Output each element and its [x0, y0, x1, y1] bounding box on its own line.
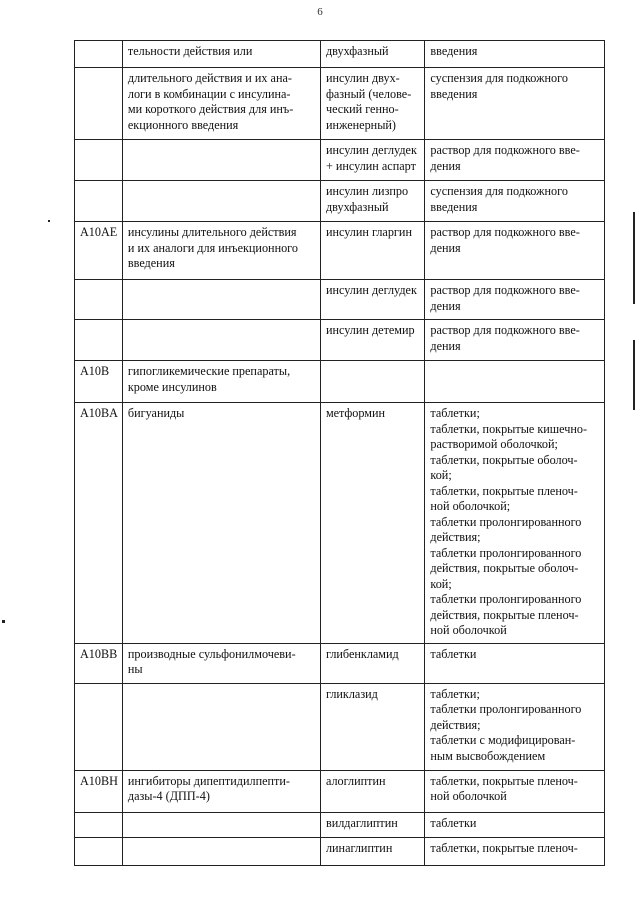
drug-name-cell: вилдаглиптин: [320, 812, 424, 837]
table-row: [75, 643, 605, 683]
atc-code-cell: [75, 683, 123, 770]
dosage-form-cell: раствор для подкожного вве- дения: [425, 280, 605, 320]
drug-name-cell: глибенкламид: [320, 643, 424, 683]
dosage-form-cell: таблетки, покрытые пленоч- ной оболочкой: [425, 770, 605, 812]
atc-code-cell: [75, 320, 123, 361]
scan-dot: [48, 220, 50, 222]
dosage-form-cell: раствор для подкожного вве- дения: [425, 140, 605, 181]
atc-code-cell: [75, 140, 123, 181]
dosage-form-cell: суспензия для подкожного введения: [425, 181, 605, 222]
table-row: [75, 683, 605, 770]
atc-code-cell: A10AE: [75, 222, 123, 280]
table-row: [75, 361, 605, 403]
group-cell: [122, 181, 320, 222]
drug-name-cell: инсулин деглудек + инсулин аспарт: [320, 140, 424, 181]
table-row: [75, 320, 605, 361]
atc-code-cell: [75, 181, 123, 222]
drug-table: [74, 40, 605, 866]
group-cell: производные сульфонилмочеви- ны: [122, 643, 320, 683]
group-cell: длительного действия и их ана- логи в комбинации с инсулина- ми короткого действия для инъ- екционного введения: [122, 68, 320, 140]
group-cell: гипогликемические препараты, кроме инсулинов: [122, 361, 320, 403]
atc-code-cell: A10BA: [75, 403, 123, 644]
table-row: [75, 837, 605, 865]
scan-dot: [2, 620, 5, 623]
drug-name-cell: гликлазид: [320, 683, 424, 770]
dosage-form-cell: таблетки; таблетки, покрытые кишечно- растворимой оболочкой; таблетки, покрытые оболоч- кой; таблетки, покрытые пленоч- ной оболочкой; таблетки пролонгированного действия; таблетки пролонгированного действия, покрытые оболоч- кой; таблетки пролонгированного действия, покрытые пленоч- ной оболочкой: [425, 403, 605, 644]
table-row: [75, 280, 605, 320]
page-number: 6: [317, 6, 323, 18]
atc-code-cell: A10BB: [75, 643, 123, 683]
group-cell: [122, 280, 320, 320]
dosage-form-cell: введения: [425, 41, 605, 68]
atc-code-cell: A10BH: [75, 770, 123, 812]
atc-code-cell: [75, 837, 123, 865]
atc-code-cell: A10B: [75, 361, 123, 403]
drug-name-cell: инсулин деглудек: [320, 280, 424, 320]
table-row: [75, 41, 605, 68]
drug-name-cell: инсулин гларгин: [320, 222, 424, 280]
table-row: [75, 181, 605, 222]
drug-name-cell: [320, 361, 424, 403]
drug-name-cell: метформин: [320, 403, 424, 644]
dosage-form-cell: таблетки; таблетки пролонгированного действия; таблетки с модифицирован- ным высвобождением: [425, 683, 605, 770]
dosage-form-cell: раствор для подкожного вве- дения: [425, 320, 605, 361]
group-cell: [122, 837, 320, 865]
group-cell: [122, 683, 320, 770]
atc-code-cell: [75, 280, 123, 320]
drug-name-cell: инсулин двух- фазный (челове- ческий генно- инженерный): [320, 68, 424, 140]
dosage-form-cell: таблетки, покрытые пленоч-: [425, 837, 605, 865]
atc-code-cell: [75, 41, 123, 68]
atc-code-cell: [75, 68, 123, 140]
group-cell: бигуаниды: [122, 403, 320, 644]
drug-name-cell: линаглиптин: [320, 837, 424, 865]
drug-name-cell: алоглиптин: [320, 770, 424, 812]
dosage-form-cell: [425, 361, 605, 403]
table-row: [75, 812, 605, 837]
drug-table-body: [75, 41, 605, 866]
dosage-form-cell: таблетки: [425, 812, 605, 837]
group-cell: [122, 320, 320, 361]
atc-code-cell: [75, 812, 123, 837]
group-cell: [122, 140, 320, 181]
table-row: [75, 770, 605, 812]
group-cell: ингибиторы дипептидилпепти- дазы-4 (ДПП-4): [122, 770, 320, 812]
group-cell: тельности действия или: [122, 41, 320, 68]
table-row: [75, 140, 605, 181]
drug-name-cell: двухфазный: [320, 41, 424, 68]
dosage-form-cell: суспензия для подкожного введения: [425, 68, 605, 140]
group-cell: инсулины длительного действия и их аналоги для инъекционного введения: [122, 222, 320, 280]
drug-name-cell: инсулин детемир: [320, 320, 424, 361]
table-row: [75, 222, 605, 280]
dosage-form-cell: раствор для подкожного вве- дения: [425, 222, 605, 280]
group-cell: [122, 812, 320, 837]
scan-margin-mark: [633, 340, 635, 410]
table-row: [75, 68, 605, 140]
drug-name-cell: инсулин лизпро двухфазный: [320, 181, 424, 222]
scan-margin-mark: [633, 212, 635, 304]
dosage-form-cell: таблетки: [425, 643, 605, 683]
table-row: [75, 403, 605, 644]
